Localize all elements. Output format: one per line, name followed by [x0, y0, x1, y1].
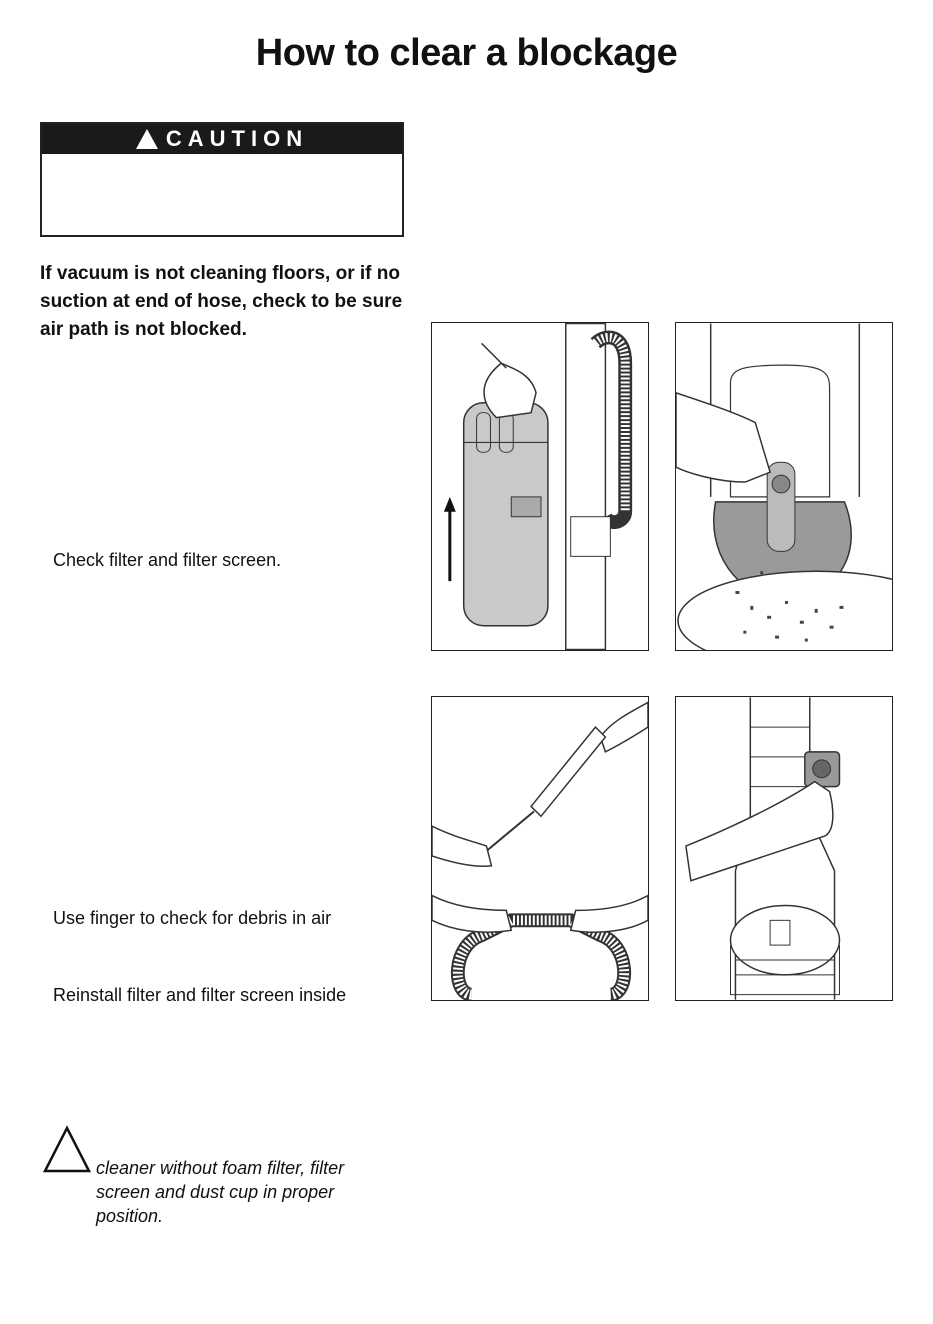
caution-label: CAUTION — [165, 126, 309, 151]
step-reinstall-filter: Reinstall filter and filter screen inside — [53, 985, 347, 1005]
step-check-filter: Check filter and filter screen. — [53, 550, 282, 570]
step-check-air-path: Use finger to check for debris in air — [53, 908, 332, 928]
remove-dust-cup-illustration — [431, 322, 649, 651]
page-title: How to clear a blockage — [255, 32, 678, 74]
check-air-path-illustration — [675, 696, 893, 1001]
caution-header — [42, 124, 402, 154]
empty-dust-cup-illustration — [675, 322, 893, 651]
check-hose-illustration — [431, 696, 649, 1001]
warning-text: cleaner without foam filter, filter screen and dust cup in proper position. — [96, 1158, 345, 1226]
warning-triangle-icon — [42, 1125, 92, 1175]
intro-text: If vacuum is not cleaning floors, or if no suction at end of hose, check to be sure air path is not blocked. — [40, 263, 403, 340]
warning-triangle-icon — [136, 129, 158, 149]
caution-box — [40, 122, 404, 237]
